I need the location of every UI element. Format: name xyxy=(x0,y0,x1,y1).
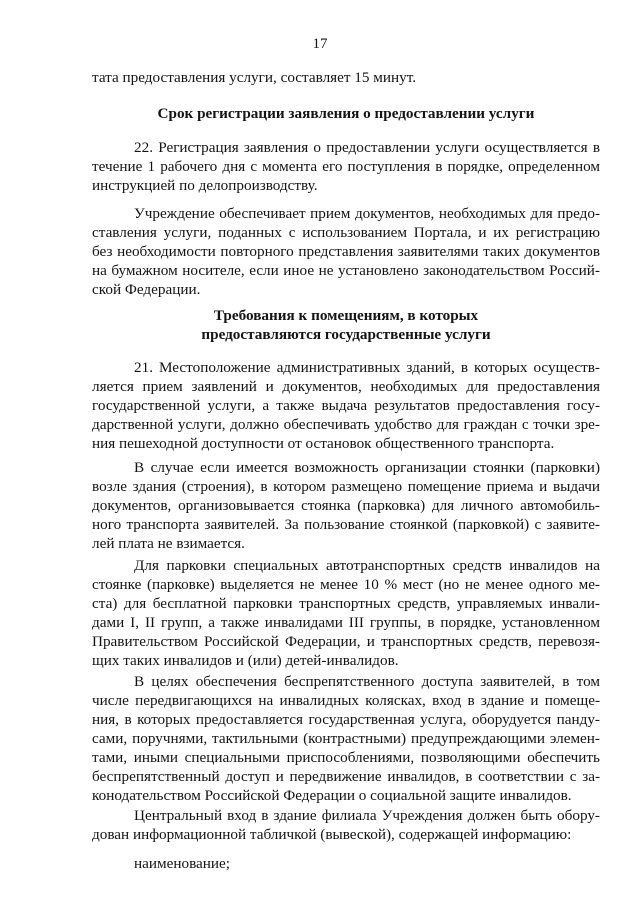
text-line: щих таких инвалидов и (или) детей-инвалидов. xyxy=(92,652,399,669)
text-line: наименование; xyxy=(134,855,230,872)
heading-premises-line-1: Требования к помещениям, в которых xyxy=(213,307,479,324)
text-line: ста) для бесплатной парковки транспортных средств, управляемых инвали- xyxy=(92,595,600,612)
heading-registration: Срок регистрации заявления о предоставлении услуги xyxy=(157,105,535,122)
text-line: Правительством Российской Федерации, и транспортных средств, перевозя- xyxy=(92,633,600,650)
text-line: дами I, II групп, а также инвалидами III группы, в порядке, установленном xyxy=(92,614,600,631)
text-line: Центральный вход в здание филиала Учреждения должен быть обору- xyxy=(134,807,600,824)
text-line: государственной услуги, а также выдача результатов предоставления госу- xyxy=(92,397,600,414)
paragraph-continuation xyxy=(92,68,600,87)
paragraph-disabled-parking xyxy=(92,556,600,670)
text-line: дован информационной табличкой (вывеской), содержащей информацию: xyxy=(92,826,572,843)
text-line: инструкцией по делопроизводству. xyxy=(92,177,318,194)
text-line: ния, в которых предоставляется государственная услуга, оборудуется панду- xyxy=(92,711,600,728)
text-line: ставления услуги, поданных с использованием Портала, и их регистрацию xyxy=(92,224,600,241)
list-item xyxy=(92,854,600,873)
paragraph-parking xyxy=(92,458,600,553)
text-line: В случае если имеется возможность организации стоянки (парковки) xyxy=(134,459,600,476)
text-line: без необходимости повторного представления заявителями таких документов xyxy=(92,243,600,260)
text-line: числе передвигающихся на инвалидных колясках, вход в здание и помеще- xyxy=(92,692,600,709)
text-line: документов, организовывается стоянка (парковка) для личного автомобиль- xyxy=(92,497,600,514)
paragraph-accessibility xyxy=(92,672,600,805)
text-line: тата предоставления услуги, составляет 15 минут. xyxy=(92,69,417,86)
text-line: сами, поручнями, тактильными (контрастными) предупреждающими элемен- xyxy=(92,730,600,747)
text-line: ляется прием заявлений и документов, необходимых для предоставления xyxy=(92,378,600,395)
text-line: лей плата не взимается. xyxy=(92,535,245,552)
paragraph-21 xyxy=(92,358,600,453)
heading-premises xyxy=(92,306,600,344)
text-line: стоянке (парковке) выделяется не менее 10 % мест (но не менее одного ме- xyxy=(92,576,600,593)
text-line: возле здания (строения), в котором размещено помещение приема и выдачи xyxy=(92,478,600,495)
text-line: дарственной услуги, должно обеспечивать удобство для граждан с точки зре- xyxy=(92,416,600,433)
text-line: Для парковки специальных автотранспортных средств инвалидов на xyxy=(134,557,600,574)
heading-premises-line-2: предоставляются государственные услуги xyxy=(201,326,491,343)
text-line: ской Федерации. xyxy=(92,281,201,298)
text-line: ного транспорта заявителей. За пользование стоянкой (парковкой) с заявите- xyxy=(92,516,600,533)
text-line: тами, иными специальными приспособлениями, позволяющими обеспечить xyxy=(92,749,600,766)
paragraph-22 xyxy=(92,138,600,195)
text-line: конодательством Российской Федерации о социальной защите инвалидов. xyxy=(92,787,572,804)
text-line: ния пешеходной доступности от остановок общественного транспорта. xyxy=(92,435,555,452)
paragraph-portal xyxy=(92,204,600,299)
text-line: В целях обеспечения беспрепятственного доступа заявителей, в том xyxy=(134,673,600,690)
text-line: 21. Местоположение административных зданий, в которых осуществ- xyxy=(134,359,600,376)
text-line: течение 1 рабочего дня с момента его поступления в порядке, определенном xyxy=(92,158,600,175)
text-line: на бумажном носителе, если иное не установлено законодательством Россий- xyxy=(92,262,600,279)
text-line: 22. Регистрация заявления о предоставлении услуги осуществляется в xyxy=(134,139,600,156)
paragraph-entrance xyxy=(92,806,600,844)
text-line: беспрепятственный доступ и передвижение инвалидов, в соответствии с за- xyxy=(92,768,600,785)
page-number: 17 xyxy=(312,36,328,52)
text-line: Учреждение обеспечивает прием документов, необходимых для предо- xyxy=(134,205,600,222)
